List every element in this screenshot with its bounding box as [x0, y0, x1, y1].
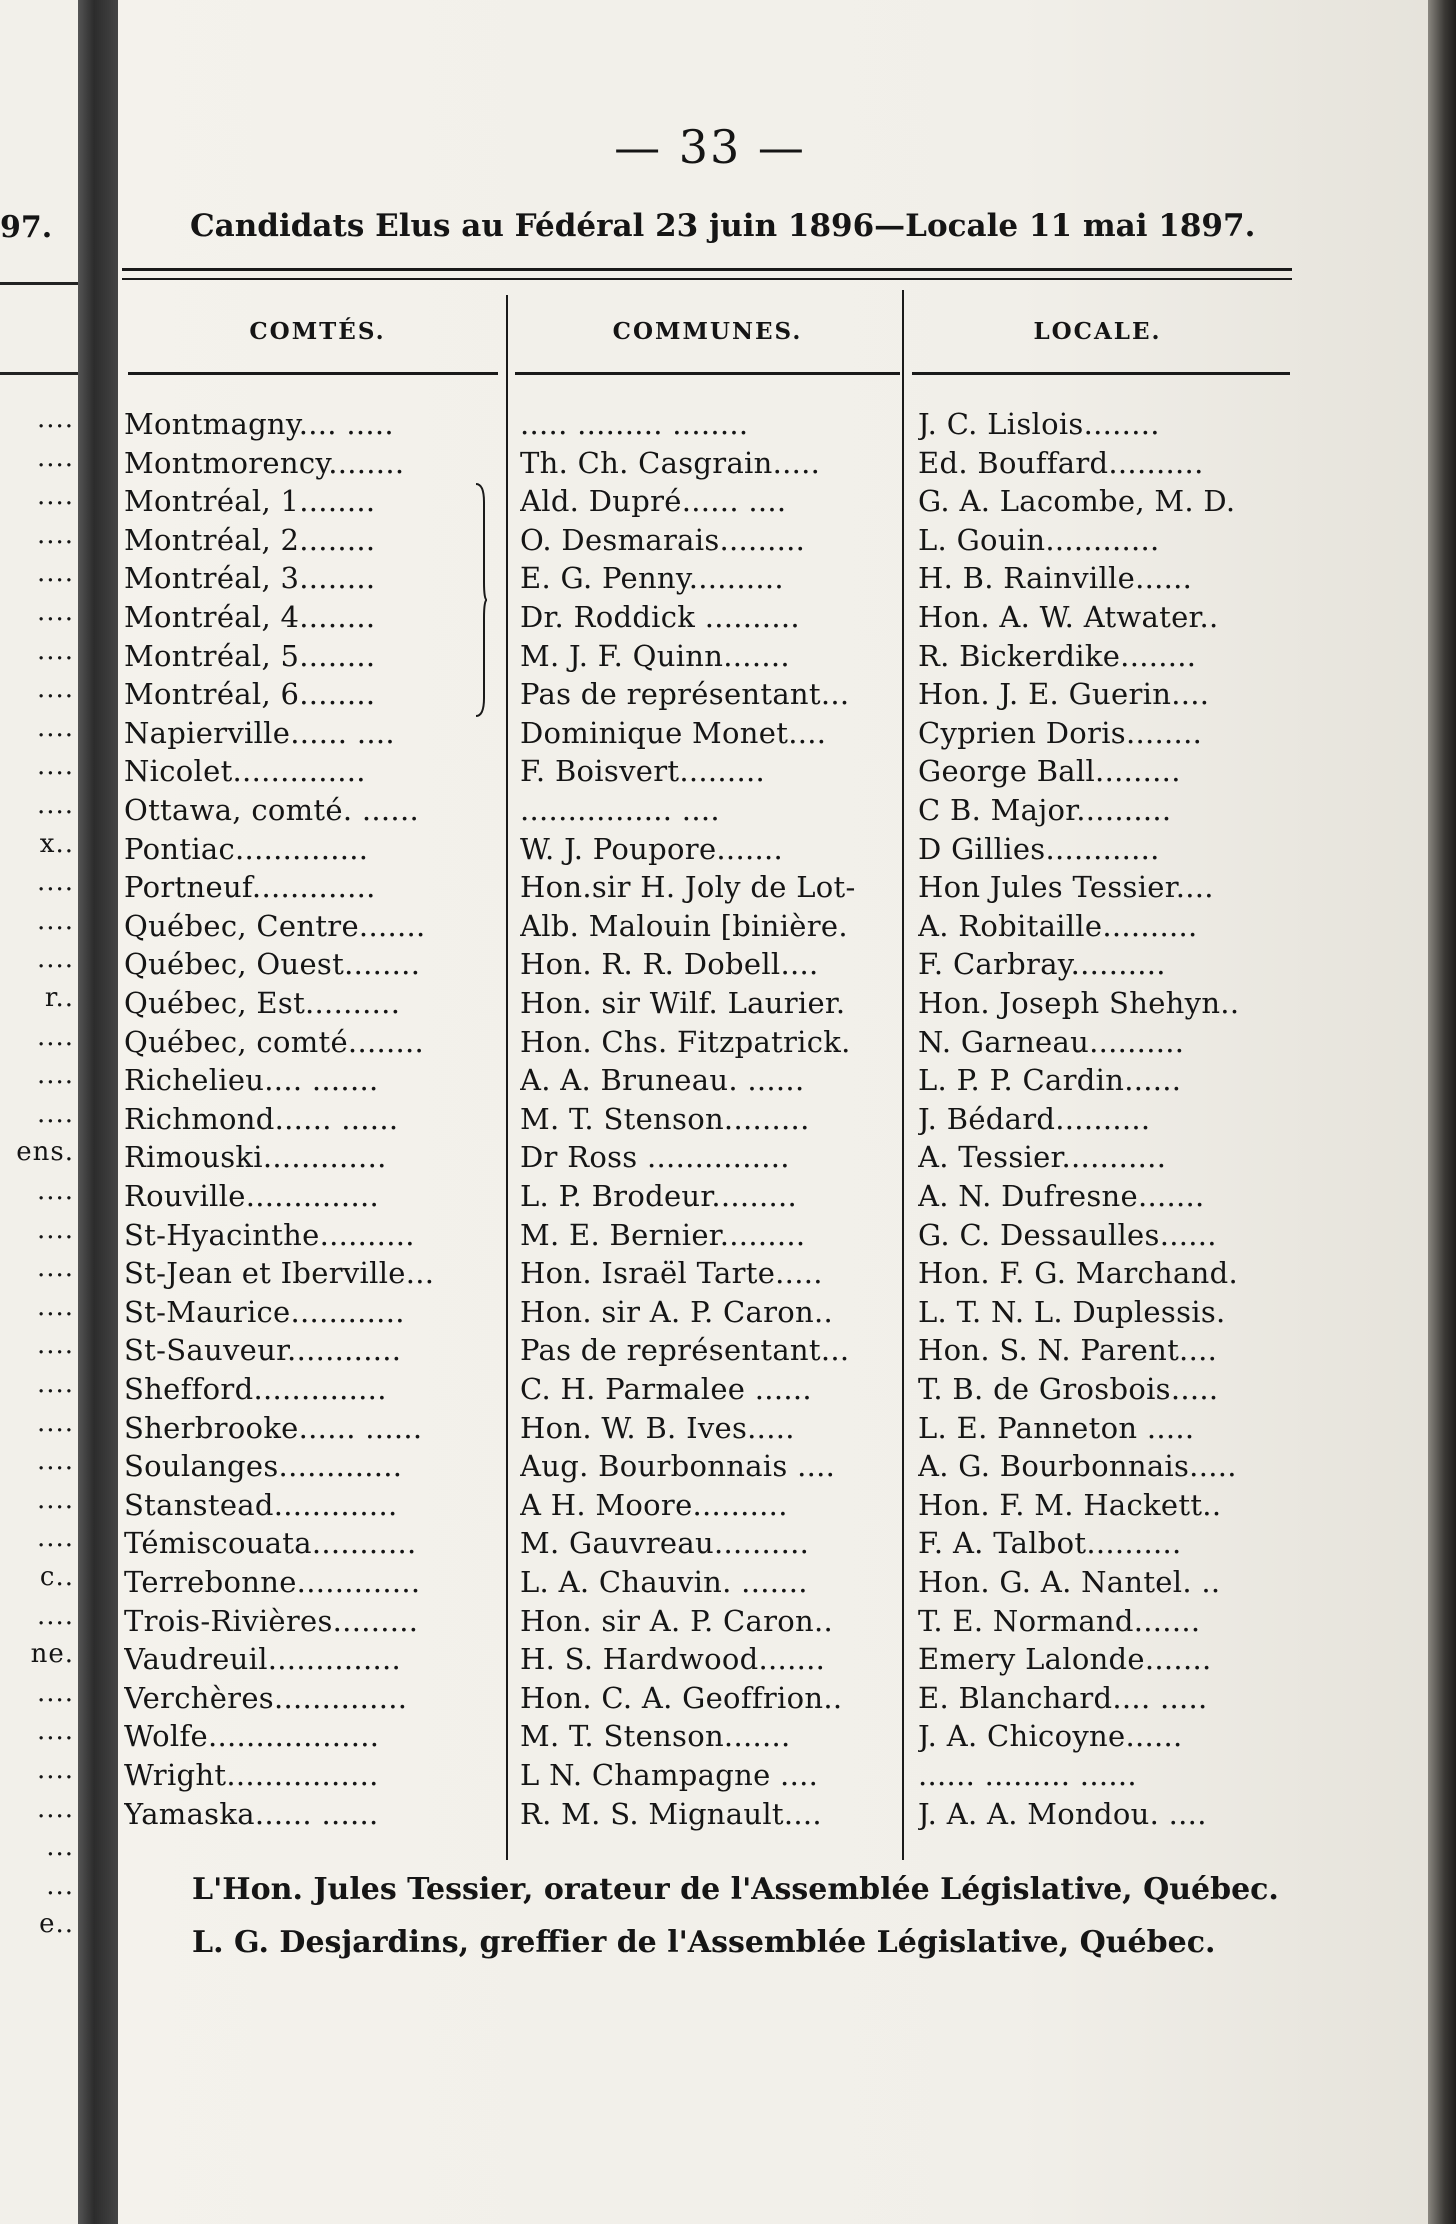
previous-page-line: e.. [39, 1909, 74, 1940]
locale-cell: George Ball......... [918, 754, 1181, 789]
comte-cell: Québec, Ouest........ [124, 947, 421, 982]
table-row [0, 1409, 1456, 1448]
table-row [0, 521, 1456, 560]
table-row [0, 1563, 1456, 1602]
comte-cell: Montmagny.... ..... [124, 407, 394, 441]
previous-page-line: .... [36, 1021, 74, 1052]
locale-cell: A. N. Dufresne....... [918, 1179, 1205, 1213]
previous-page-line: .... [36, 1600, 74, 1631]
comte-cell: St-Maurice............ [124, 1294, 405, 1329]
locale-cell: Hon Jules Tessier.... [918, 870, 1214, 905]
communes-cell: Th. Ch. Casgrain..... [520, 445, 821, 480]
previous-page-line: .... [36, 404, 74, 434]
previous-page-rule [0, 372, 78, 375]
communes-cell: Hon. W. B. Ives..... [520, 1410, 795, 1445]
communes-cell: E. G. Penny.......... [520, 561, 784, 596]
previous-page-line: .... [36, 481, 74, 512]
communes-cell: M. E. Bernier......... [520, 1217, 806, 1252]
table-row [0, 1486, 1456, 1525]
table-row [0, 714, 1456, 753]
locale-cell: R. Bickerdike........ [918, 638, 1197, 673]
previous-page-line: .... [36, 1369, 74, 1399]
locale-cell: H. B. Rainville...... [918, 561, 1193, 596]
locale-cell: Ed. Bouffard.......... [918, 445, 1204, 480]
locale-cell: F. A. Talbot.......... [918, 1526, 1182, 1561]
communes-cell: O. Desmarais......... [520, 522, 806, 557]
locale-cell: Hon. Joseph Shehyn.. [918, 986, 1240, 1020]
comte-cell: Terrebonne............. [124, 1565, 421, 1599]
communes-cell: Pas de représentant... [520, 1333, 850, 1368]
table-row [0, 444, 1456, 483]
previous-page-line: .... [36, 1176, 74, 1206]
communes-cell: W. J. Poupore....... [520, 831, 784, 866]
comte-cell: Montréal, 1........ [124, 484, 376, 519]
locale-cell: N. Garneau.......... [918, 1024, 1185, 1059]
previous-page-line: .... [36, 1253, 74, 1284]
locale-cell: J. A. Chicoyne...... [918, 1719, 1183, 1754]
comte-cell: St-Jean et Iberville... [124, 1256, 435, 1291]
table-row [0, 1756, 1456, 1795]
comte-cell: Montréal, 3........ [124, 561, 376, 596]
locale-cell: Hon. G. A. Nantel. .. [918, 1565, 1221, 1599]
previous-page-line: ne. [30, 1639, 74, 1670]
previous-page-line: .... [36, 1214, 74, 1245]
comte-cell: Montmorency........ [124, 445, 405, 480]
communes-cell: Alb. Malouin [binière. [520, 908, 848, 943]
comte-cell: Napierville...... .... [124, 715, 395, 750]
locale-cell: A. Tessier........... [918, 1140, 1167, 1175]
comte-cell: Québec, Centre....... [124, 908, 426, 943]
comte-cell: Ottawa, comté. ...... [124, 793, 419, 827]
column-header-comtes: COMTÉS. [249, 318, 386, 345]
comte-cell: Wolfe.................. [124, 1719, 380, 1754]
footer-speaker-line: L'Hon. Jules Tessier, orateur de l'Assemblée Législative, Québec. [192, 1872, 1279, 1907]
previous-page-line: c.. [39, 1562, 74, 1592]
table-row [0, 1370, 1456, 1409]
comte-cell: St-Hyacinthe.......... [124, 1217, 415, 1252]
comte-cell: Québec, Est.......... [124, 986, 401, 1020]
communes-cell: Hon. Israël Tarte..... [520, 1256, 823, 1291]
table-row [0, 907, 1456, 946]
comte-cell: Montréal, 5........ [124, 638, 376, 673]
locale-cell: Hon. A. W. Atwater.. [918, 600, 1219, 634]
comte-cell: Témiscouata........... [124, 1526, 417, 1561]
comte-cell: Richelieu.... ....... [124, 1063, 379, 1098]
comte-cell: Shefford.............. [124, 1372, 387, 1406]
locale-cell: J. Bédard.......... [918, 1101, 1151, 1136]
communes-cell: Hon.sir H. Joly de Lot- [520, 870, 856, 905]
locale-cell: J. A. A. Mondou. .... [918, 1796, 1207, 1831]
previous-page-line: .... [36, 1446, 74, 1477]
table-row [0, 1293, 1456, 1332]
comte-cell: Yamaska...... ...... [124, 1796, 379, 1831]
communes-cell: Aug. Bourbonnais .... [520, 1449, 836, 1484]
previous-page-rule [0, 282, 78, 285]
locale-cell: Hon. F. G. Marchand. [918, 1256, 1238, 1291]
table-row [0, 675, 1456, 714]
table-row [0, 559, 1456, 598]
previous-page-line: .... [36, 905, 74, 936]
table-row [0, 1447, 1456, 1486]
locale-cell: Hon. F. M. Hackett.. [918, 1487, 1222, 1522]
locale-cell: L. P. P. Cardin...... [918, 1063, 1182, 1098]
communes-cell: C. H. Parmalee ...... [520, 1372, 812, 1406]
communes-cell: Dr. Roddick .......... [520, 600, 800, 634]
comte-cell: Nicolet.............. [124, 754, 366, 789]
table-row [0, 1679, 1456, 1718]
previous-page-line: .... [36, 712, 74, 743]
table-row [0, 945, 1456, 984]
table-row [0, 1100, 1456, 1139]
locale-cell: J. C. Lislois........ [918, 407, 1160, 441]
locale-cell: G. A. Lacombe, M. D. [918, 484, 1236, 519]
column-header-rule [128, 372, 498, 375]
previous-page-line: .... [36, 1793, 74, 1824]
table-row [0, 1061, 1456, 1100]
comte-cell: Trois-Rivières......... [124, 1603, 419, 1638]
previous-page-line: .... [36, 1677, 74, 1708]
previous-page-line: .... [36, 1755, 74, 1785]
locale-cell: Hon. S. N. Parent.... [918, 1333, 1218, 1368]
previous-page-line: .... [36, 1291, 74, 1322]
locale-cell: C B. Major.......... [918, 793, 1172, 827]
previous-page-line: .... [36, 867, 74, 898]
communes-cell: H. S. Hardwood....... [520, 1642, 826, 1677]
comte-cell: Stanstead............. [124, 1487, 398, 1522]
previous-page-line: .... [36, 1484, 74, 1515]
communes-cell: A. A. Bruneau. ...... [520, 1063, 805, 1098]
previous-page-line: ... [46, 1832, 74, 1863]
table-row [0, 1216, 1456, 1255]
comte-cell: Montréal, 2........ [124, 522, 376, 557]
locale-cell: L. Gouin............ [918, 522, 1160, 557]
communes-cell: Hon. R. R. Dobell.... [520, 947, 819, 982]
communes-cell: L N. Champagne .... [520, 1758, 819, 1792]
comte-cell: Pontiac.............. [124, 831, 369, 866]
comte-cell: Sherbrooke...... ...... [124, 1410, 423, 1445]
previous-page-line: .... [36, 558, 74, 589]
communes-cell: ................ .... [520, 793, 720, 827]
previous-page-line: .... [36, 1330, 74, 1361]
communes-cell: M. Gauvreau.......... [520, 1526, 810, 1561]
table-row [0, 1138, 1456, 1177]
comte-cell: Montréal, 6........ [124, 677, 376, 712]
table-row [0, 637, 1456, 676]
table-row [0, 791, 1456, 830]
comte-cell: Richmond...... ...... [124, 1101, 399, 1136]
comte-cell: Verchères.............. [124, 1680, 408, 1715]
previous-page-line: .... [36, 519, 74, 550]
comte-cell: Wright................ [124, 1758, 379, 1792]
communes-cell: Hon. sir A. P. Caron.. [520, 1603, 834, 1638]
communes-cell: Dr Ross ............... [520, 1140, 790, 1175]
communes-cell: Hon. sir Wilf. Laurier. [520, 986, 846, 1020]
column-header-rule [515, 372, 900, 375]
locale-cell: A. G. Bourbonnais..... [918, 1449, 1237, 1484]
table-row [0, 984, 1456, 1023]
table-row [0, 1524, 1456, 1563]
table-row [0, 1717, 1456, 1756]
comte-cell: Vaudreuil.............. [124, 1642, 402, 1677]
communes-cell: M. T. Stenson......... [520, 1101, 810, 1136]
previous-page-line: .... [36, 1523, 74, 1554]
previous-page-line: .... [36, 442, 74, 473]
comte-cell: Québec, comté........ [124, 1024, 425, 1059]
locale-cell: T. E. Normand....... [918, 1603, 1201, 1638]
previous-page-line: .... [36, 635, 74, 666]
previous-page-top-text: 97. [0, 210, 53, 245]
previous-page-line: .... [36, 1407, 74, 1438]
locale-cell: E. Blanchard.... ..... [918, 1680, 1208, 1715]
communes-cell: ..... ......... ........ [520, 407, 749, 441]
locale-cell: F. Carbray.......... [918, 947, 1166, 982]
previous-page-line: x.. [39, 828, 74, 859]
previous-page-line: .... [36, 597, 74, 627]
locale-cell: L. E. Panneton ..... [918, 1410, 1195, 1445]
table-row [0, 752, 1456, 791]
table-row [0, 1254, 1456, 1293]
locale-cell: L. T. N. L. Duplessis. [918, 1294, 1226, 1329]
table-row [0, 405, 1456, 444]
table-row [0, 1331, 1456, 1370]
communes-cell: A H. Moore.......... [520, 1487, 788, 1522]
locale-cell: T. B. de Grosbois..... [918, 1372, 1219, 1406]
communes-cell: Dominique Monet.... [520, 715, 827, 750]
table-row [0, 830, 1456, 869]
previous-page-line: .... [36, 1098, 74, 1129]
table-row [0, 1795, 1456, 1834]
comte-cell: Soulanges............. [124, 1449, 403, 1484]
page-number: — 33 — [614, 120, 806, 174]
table-row [0, 598, 1456, 637]
previous-page-line: ... [46, 1870, 74, 1901]
table-row [0, 1177, 1456, 1216]
table-row [0, 868, 1456, 907]
locale-cell: G. C. Dessaulles...... [918, 1217, 1217, 1252]
heading-rule [122, 268, 1292, 271]
column-header-locale: LOCALE. [1033, 318, 1162, 345]
locale-cell: Cyprien Doris........ [918, 715, 1203, 750]
locale-cell: A. Robitaille.......... [918, 908, 1198, 943]
communes-cell: Hon. C. A. Geoffrion.. [520, 1680, 843, 1715]
communes-cell: M. J. F. Quinn....... [520, 638, 790, 673]
communes-cell: L. P. Brodeur......... [520, 1179, 798, 1213]
locale-cell: Emery Lalonde....... [918, 1642, 1212, 1677]
table-row [0, 1023, 1456, 1062]
communes-cell: Ald. Dupré...... .... [520, 484, 787, 519]
communes-cell: F. Boisvert......... [520, 754, 765, 789]
table-row [0, 1640, 1456, 1679]
communes-cell: Hon. sir A. P. Caron.. [520, 1294, 834, 1329]
previous-page-line: .... [36, 944, 74, 975]
communes-cell: L. A. Chauvin. ....... [520, 1565, 808, 1599]
heading-rule [122, 278, 1292, 280]
communes-cell: Hon. Chs. Fitzpatrick. [520, 1024, 851, 1059]
locale-cell: ...... ......... ...... [918, 1758, 1137, 1792]
previous-page-line: .... [36, 751, 74, 782]
comte-cell: Portneuf............. [124, 870, 376, 905]
footer-clerk-line: L. G. Desjardins, greffier de l'Assemblée Législative, Québec. [192, 1925, 1216, 1960]
previous-page-line: ens. [16, 1137, 74, 1168]
locale-cell: D Gillies............ [918, 831, 1160, 866]
previous-page-line: .... [36, 1716, 74, 1747]
previous-page-line: .... [36, 674, 74, 705]
previous-page-line: r.. [44, 983, 74, 1013]
previous-page-line: .... [36, 1060, 74, 1091]
comte-cell: Montréal, 4........ [124, 600, 376, 634]
table-row [0, 482, 1456, 521]
communes-cell: R. M. S. Mignault.... [520, 1796, 822, 1831]
locale-cell: Hon. J. E. Guerin.... [918, 677, 1210, 712]
page-heading: Candidats Elus au Fédéral 23 juin 1896—Locale 11 mai 1897. [190, 208, 1256, 244]
column-header-rule [912, 372, 1290, 375]
communes-cell: M. T. Stenson....... [520, 1719, 791, 1754]
comte-cell: Rouville.............. [124, 1179, 379, 1213]
comte-cell: St-Sauveur............ [124, 1333, 402, 1368]
previous-page-line: .... [36, 790, 74, 820]
comte-cell: Rimouski............. [124, 1140, 387, 1175]
table-row [0, 1602, 1456, 1641]
communes-cell: Pas de représentant... [520, 677, 850, 712]
column-header-communes: COMMUNES. [612, 318, 803, 345]
